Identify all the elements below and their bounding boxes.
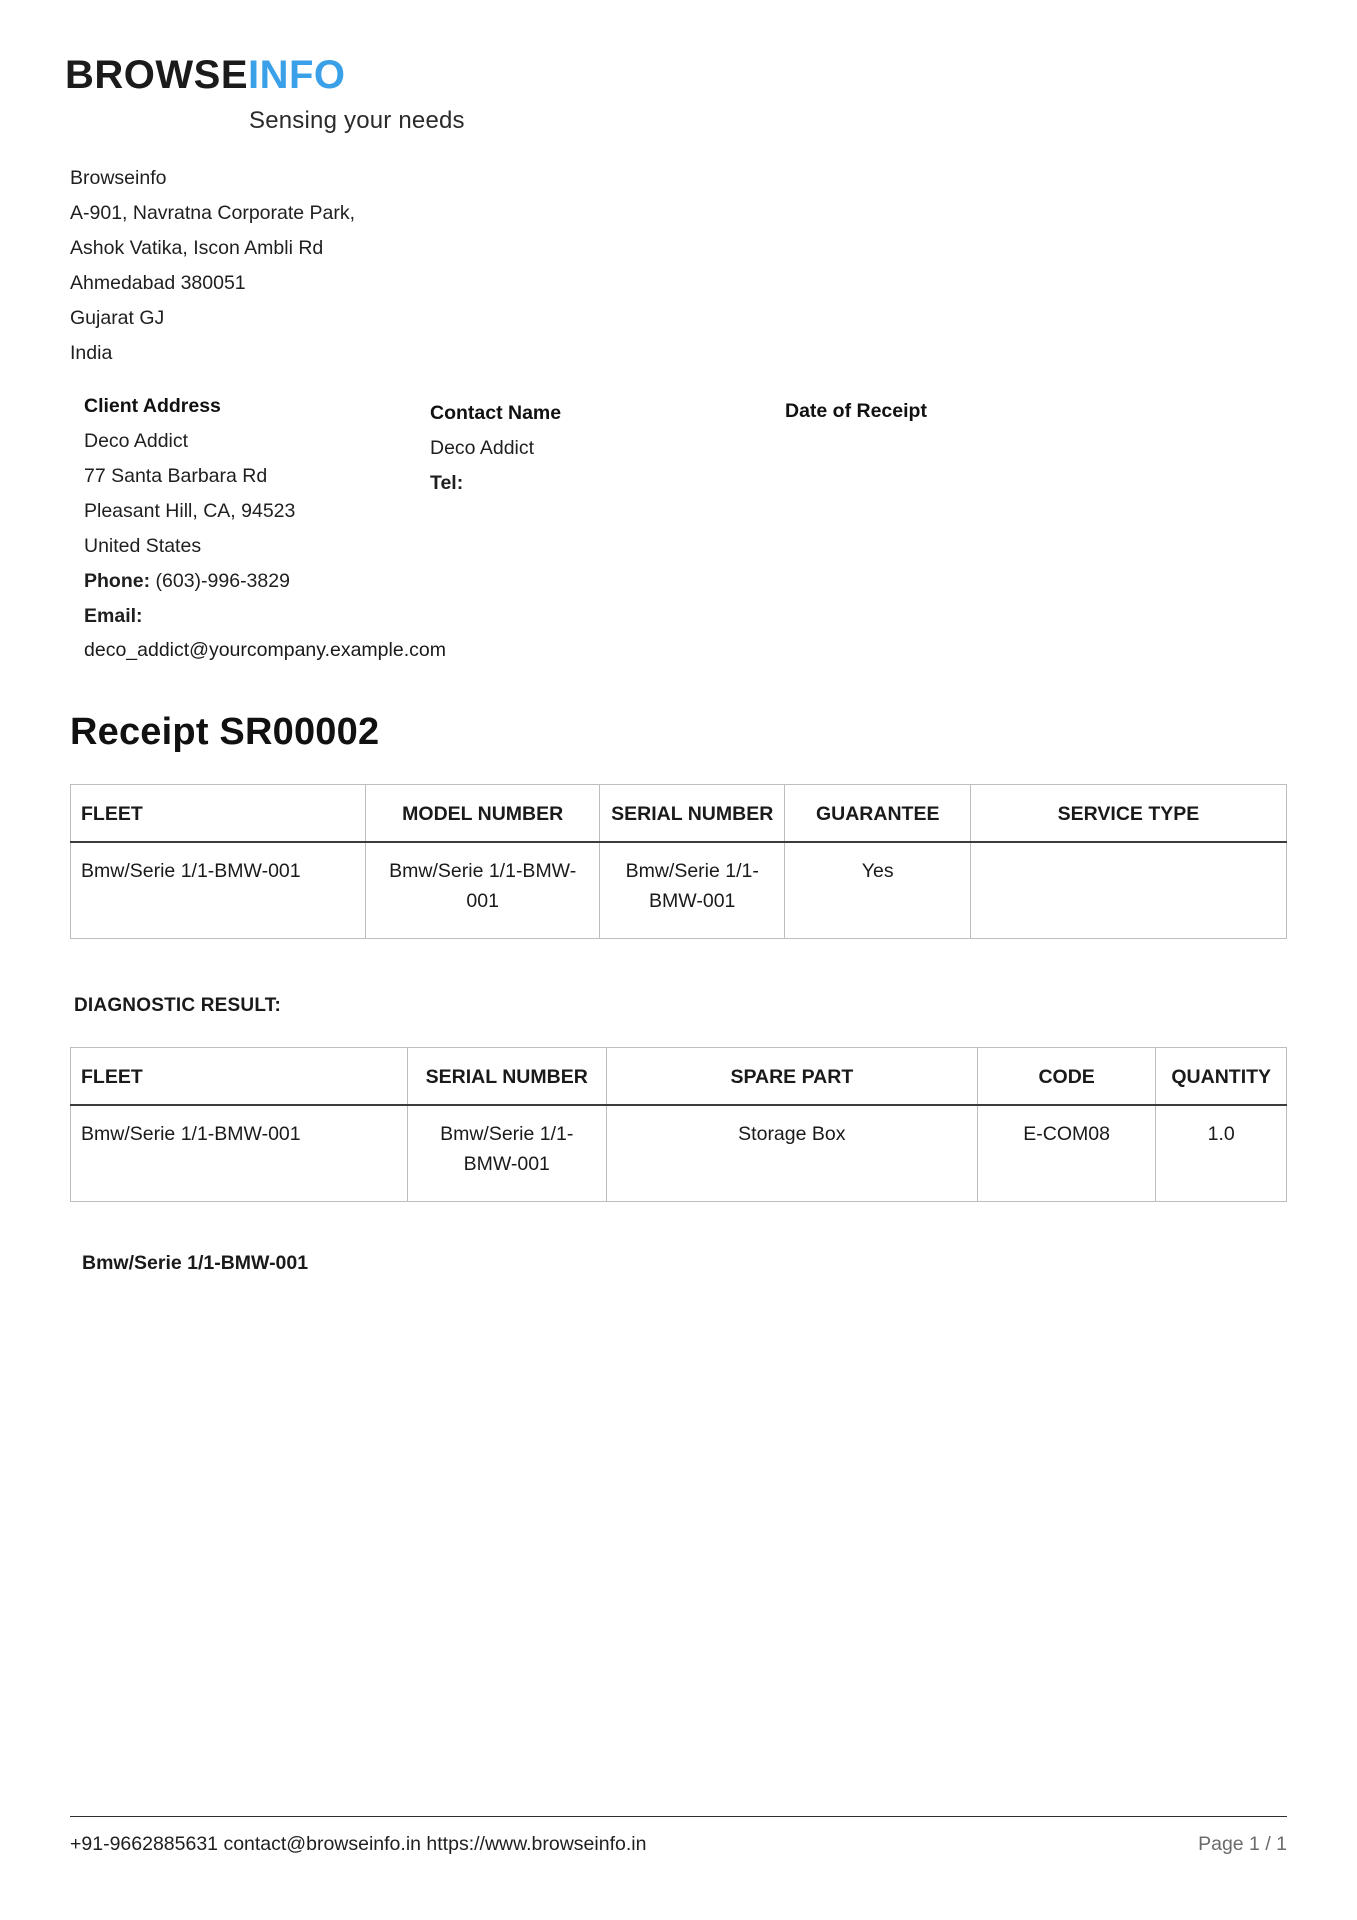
contact-tel-label: Tel: [430, 472, 464, 494]
diagnostic-table [70, 1047, 1287, 1202]
company-address-line: Ashok Vatika, Iscon Ambli Rd [70, 237, 324, 259]
client-email-value: deco_addict@yourcompany.example.com [84, 639, 446, 661]
diagnostic-table-header-fleet: FLEET [71, 1048, 408, 1106]
diagnostic-cell-serial-number: Bmw/Serie 1/1-BMW-001 [407, 1105, 606, 1202]
company-logo [65, 55, 1287, 135]
fleet-table-header-row [71, 785, 1287, 843]
receipt-date-block [785, 389, 1145, 429]
fleet-cell-guarantee: Yes [785, 842, 970, 939]
fleet-table-header-fleet: FLEET [71, 785, 366, 843]
diagnostic-table-header-quantity: QUANTITY [1156, 1048, 1287, 1106]
diagnostic-cell-spare-part: Storage Box [606, 1105, 977, 1202]
diagnostic-table-header-spare-part: SPARE PART [606, 1048, 977, 1106]
fleet-cell-fleet: Bmw/Serie 1/1-BMW-001 [71, 842, 366, 939]
client-email-label-text: Email: [84, 605, 143, 627]
client-name: Deco Addict [84, 430, 189, 452]
client-phone [84, 564, 430, 599]
diagnostic-cell-quantity: 1.0 [1156, 1105, 1287, 1202]
footer-contact-line: +91-9662885631 contact@browseinfo.in https://www.browseinfo.in [70, 1833, 647, 1855]
receipt-date-heading: Date of Receipt [785, 400, 927, 422]
contact-block [430, 389, 785, 501]
client-phone-label: Phone: [84, 570, 151, 592]
fleet-table-header-model-number: MODEL NUMBER [366, 785, 600, 843]
fleet-table-header-guarantee: GUARANTEE [785, 785, 970, 843]
fleet-table-header-serial-number: SERIAL NUMBER [599, 785, 784, 843]
fleet-note: Bmw/Serie 1/1-BMW-001 [82, 1252, 309, 1274]
diagnostic-cell-code: E-COM08 [977, 1105, 1156, 1202]
page-title: Receipt SR00002 [70, 711, 380, 753]
fleet-table [70, 784, 1287, 939]
fleet-cell-model-number: Bmw/Serie 1/1-BMW-001 [366, 842, 600, 939]
contact-tel [430, 466, 785, 501]
company-address-line: Ahmedabad 380051 [70, 272, 246, 294]
footer-page-number: Page 1 / 1 [1198, 1833, 1287, 1855]
logo-tagline: Sensing your needs [249, 107, 465, 134]
footer-divider [70, 1816, 1287, 1817]
company-address-line: India [70, 342, 113, 364]
parties-section [70, 389, 1287, 667]
diagnostic-cell-fleet: Bmw/Serie 1/1-BMW-001 [71, 1105, 408, 1202]
diagnostic-table-header-code: CODE [977, 1048, 1156, 1106]
fleet-cell-serial-number: Bmw/Serie 1/1-BMW-001 [599, 842, 784, 939]
diagnostic-result-label: DIAGNOSTIC RESULT: [74, 995, 281, 1016]
client-country: United States [84, 535, 202, 557]
client-address-block [70, 389, 446, 667]
client-city: Pleasant Hill, CA, 94523 [84, 500, 296, 522]
client-address-heading: Client Address [84, 395, 221, 417]
company-address-line: Gujarat GJ [70, 307, 165, 329]
table-row [71, 842, 1287, 939]
page-footer [70, 1816, 1287, 1856]
logo-text-info: INFO [248, 53, 346, 97]
contact-name-value: Deco Addict [430, 437, 535, 459]
logo-wordmark [65, 55, 1287, 95]
client-street: 77 Santa Barbara Rd [84, 465, 268, 487]
client-phone-value: (603)-996-3829 [155, 570, 290, 592]
fleet-table-header-service-type: SERVICE TYPE [970, 785, 1286, 843]
company-address [70, 161, 1287, 371]
diagnostic-table-header-serial-number: SERIAL NUMBER [407, 1048, 606, 1106]
client-email-label [84, 599, 430, 634]
diagnostic-table-header-row [71, 1048, 1287, 1106]
table-row [71, 1105, 1287, 1202]
logo-text-browse: BROWSE [65, 53, 248, 97]
company-address-line: A-901, Navratna Corporate Park, [70, 202, 356, 224]
fleet-cell-service-type [970, 842, 1286, 939]
company-address-line: Browseinfo [70, 167, 167, 189]
contact-name-heading: Contact Name [430, 402, 562, 424]
